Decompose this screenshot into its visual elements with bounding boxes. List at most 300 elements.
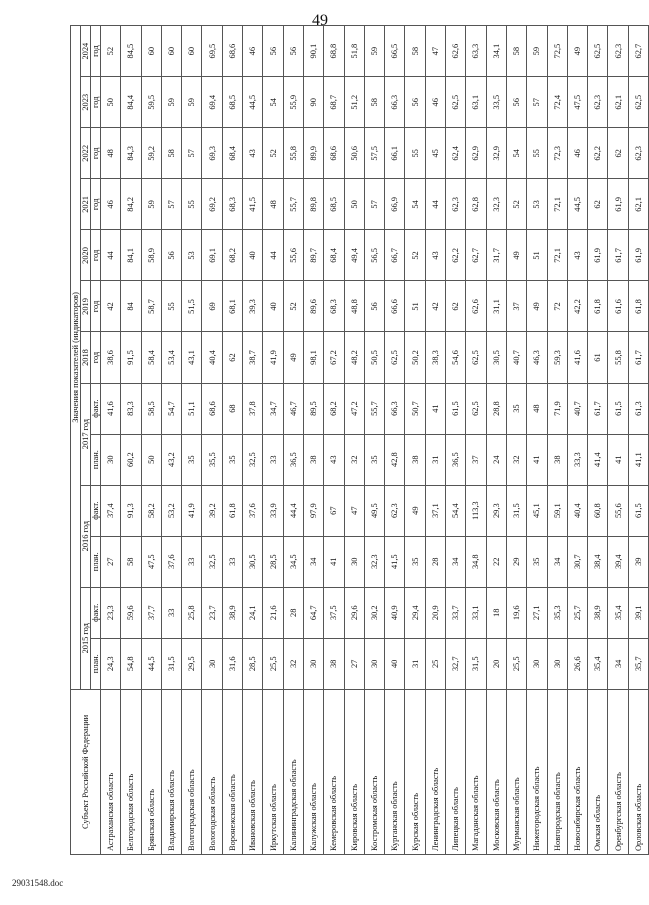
- value-cell: 31: [425, 434, 445, 485]
- value-cell: 53: [527, 179, 547, 230]
- value-cell: 42,2: [567, 281, 587, 332]
- value-cell: 57,5: [364, 128, 384, 179]
- value-cell: 52: [263, 128, 283, 179]
- god-label: год: [91, 26, 101, 77]
- value-cell: 54,7: [161, 383, 181, 434]
- value-cell: 50,7: [405, 383, 425, 434]
- value-cell: 72,5: [547, 26, 567, 77]
- value-cell: 37: [466, 434, 486, 485]
- value-cell: 30: [527, 638, 547, 689]
- value-cell: 62,3: [588, 77, 608, 128]
- value-cell: 55,7: [283, 179, 303, 230]
- value-cell: 40: [263, 281, 283, 332]
- value-cell: 50: [101, 77, 121, 128]
- value-cell: 59,3: [547, 332, 567, 383]
- value-cell: 66,1: [385, 128, 405, 179]
- value-cell: 41: [425, 383, 445, 434]
- region-name: Новосибирская область: [567, 689, 587, 854]
- value-cell: 58,2: [141, 485, 161, 536]
- value-cell: 32,3: [364, 536, 384, 587]
- value-cell: 49: [527, 281, 547, 332]
- value-cell: 30: [202, 638, 222, 689]
- value-cell: 52: [506, 179, 526, 230]
- value-cell: 63,3: [466, 26, 486, 77]
- region-name: Курганская область: [385, 689, 405, 854]
- value-cell: 29: [506, 536, 526, 587]
- value-cell: 35,3: [547, 587, 567, 638]
- region-name: Костромская область: [364, 689, 384, 854]
- value-cell: 27,1: [527, 587, 547, 638]
- value-cell: 40,7: [567, 383, 587, 434]
- fact-label: факт.: [91, 383, 101, 434]
- value-cell: 56: [161, 230, 181, 281]
- value-cell: 31,5: [466, 638, 486, 689]
- value-cell: 67: [324, 485, 344, 536]
- value-cell: 84,2: [121, 179, 141, 230]
- table-row: [506, 26, 526, 855]
- value-cell: 51: [405, 281, 425, 332]
- value-cell: 40: [385, 638, 405, 689]
- plan-label: план.: [91, 434, 101, 485]
- value-cell: 32: [283, 638, 303, 689]
- value-cell: 41,4: [588, 434, 608, 485]
- value-cell: 91,3: [121, 485, 141, 536]
- value-cell: 39,2: [202, 485, 222, 536]
- value-cell: 62,3: [446, 179, 466, 230]
- value-cell: 27: [101, 536, 121, 587]
- table-row: [182, 26, 202, 855]
- value-cell: 35,4: [588, 638, 608, 689]
- value-cell: 53,4: [161, 332, 181, 383]
- value-cell: 39,3: [243, 281, 263, 332]
- value-cell: 69,4: [202, 77, 222, 128]
- value-cell: 38: [324, 638, 344, 689]
- value-cell: 33: [263, 434, 283, 485]
- value-cell: 32: [344, 434, 364, 485]
- value-cell: 62,7: [466, 230, 486, 281]
- god-label: год: [91, 179, 101, 230]
- value-cell: 57: [527, 77, 547, 128]
- table-row: [364, 26, 384, 855]
- value-cell: 38,3: [425, 332, 445, 383]
- value-cell: 62,1: [628, 179, 648, 230]
- year-header-2019: 2019: [81, 281, 91, 332]
- value-cell: 38: [547, 434, 567, 485]
- table-row: [446, 26, 466, 855]
- value-cell: 35,7: [628, 638, 648, 689]
- value-cell: 20,9: [425, 587, 445, 638]
- value-cell: 52: [283, 281, 303, 332]
- value-cell: 48,8: [344, 281, 364, 332]
- table-row: [567, 26, 587, 855]
- value-cell: 68,4: [324, 230, 344, 281]
- value-cell: 27: [344, 638, 364, 689]
- value-cell: 36,5: [283, 434, 303, 485]
- value-cell: 49: [283, 332, 303, 383]
- value-cell: 34,8: [466, 536, 486, 587]
- region-name: Нижегородская область: [527, 689, 547, 854]
- value-cell: 61,9: [628, 230, 648, 281]
- table-row: [547, 26, 567, 855]
- value-cell: 38,6: [101, 332, 121, 383]
- value-cell: 72,4: [547, 77, 567, 128]
- value-cell: 72,1: [547, 179, 567, 230]
- value-cell: 64,7: [303, 587, 323, 638]
- value-cell: 34: [303, 536, 323, 587]
- value-cell: 62,3: [385, 485, 405, 536]
- value-cell: 58: [364, 77, 384, 128]
- year-header-2017: 2017 год: [81, 383, 91, 485]
- value-cell: 37,8: [243, 383, 263, 434]
- value-cell: 61,5: [608, 383, 628, 434]
- value-cell: 34,5: [283, 536, 303, 587]
- value-cell: 37,7: [141, 587, 161, 638]
- value-cell: 68,3: [222, 179, 242, 230]
- value-cell: 51,5: [182, 281, 202, 332]
- value-cell: 43: [567, 230, 587, 281]
- region-name: Липецкая область: [446, 689, 466, 854]
- value-cell: 32: [506, 434, 526, 485]
- value-cell: 33: [161, 587, 181, 638]
- value-cell: 30: [101, 434, 121, 485]
- value-cell: 34: [547, 536, 567, 587]
- value-cell: 59,2: [141, 128, 161, 179]
- value-cell: 48: [263, 179, 283, 230]
- value-cell: 61,3: [628, 383, 648, 434]
- region-name: Астраханская область: [101, 689, 121, 854]
- value-cell: 41,6: [101, 383, 121, 434]
- region-name: Белгородская область: [121, 689, 141, 854]
- value-cell: 40,7: [506, 332, 526, 383]
- region-name: Ивановская область: [243, 689, 263, 854]
- value-cell: 62: [608, 128, 628, 179]
- value-cell: 38: [405, 434, 425, 485]
- value-cell: 58,7: [141, 281, 161, 332]
- table-row: [263, 26, 283, 855]
- value-cell: 59,5: [141, 77, 161, 128]
- indicators-table: [70, 25, 649, 855]
- value-cell: 23,3: [101, 587, 121, 638]
- value-cell: 58,5: [141, 383, 161, 434]
- value-cell: 68,5: [324, 179, 344, 230]
- value-cell: 38,9: [588, 587, 608, 638]
- value-cell: 60: [182, 26, 202, 77]
- value-cell: 72,1: [547, 230, 567, 281]
- region-name: Волгоградская область: [182, 689, 202, 854]
- value-cell: 32,9: [486, 128, 506, 179]
- value-cell: 30: [547, 638, 567, 689]
- value-cell: 28: [283, 587, 303, 638]
- value-cell: 68,4: [222, 128, 242, 179]
- value-cell: 68,7: [324, 77, 344, 128]
- region-name: Вологодская область: [202, 689, 222, 854]
- value-cell: 51,8: [344, 26, 364, 77]
- value-cell: 54: [405, 179, 425, 230]
- value-cell: 69,3: [202, 128, 222, 179]
- value-cell: 58: [161, 128, 181, 179]
- value-cell: 72,3: [547, 128, 567, 179]
- value-cell: 62,5: [466, 332, 486, 383]
- value-cell: 61,7: [608, 230, 628, 281]
- value-cell: 41,5: [385, 536, 405, 587]
- year-header-2016: 2016 год: [81, 485, 91, 587]
- value-cell: 33: [182, 536, 202, 587]
- value-cell: 89,6: [303, 281, 323, 332]
- region-name: Калининградская область: [283, 689, 303, 854]
- table-row: [303, 26, 323, 855]
- table-row: [243, 26, 263, 855]
- value-cell: 51,1: [182, 383, 202, 434]
- value-cell: 66,3: [385, 383, 405, 434]
- value-cell: 46: [425, 77, 445, 128]
- value-cell: 60,2: [121, 434, 141, 485]
- table-body: [101, 26, 649, 855]
- value-cell: 24,3: [101, 638, 121, 689]
- value-cell: 47,5: [567, 77, 587, 128]
- value-cell: 41: [527, 434, 547, 485]
- value-cell: 37,5: [324, 587, 344, 638]
- value-cell: 90,1: [303, 26, 323, 77]
- value-cell: 60: [141, 26, 161, 77]
- value-cell: 62,6: [446, 26, 466, 77]
- value-cell: 29,4: [405, 587, 425, 638]
- value-cell: 51,2: [344, 77, 364, 128]
- value-cell: 61,7: [628, 332, 648, 383]
- plan-label: план.: [91, 638, 101, 689]
- value-cell: 68,1: [222, 281, 242, 332]
- value-cell: 31,5: [506, 485, 526, 536]
- value-cell: 59,6: [121, 587, 141, 638]
- value-cell: 54,6: [446, 332, 466, 383]
- value-cell: 61,8: [628, 281, 648, 332]
- value-cell: 35,4: [608, 587, 628, 638]
- value-cell: 30,5: [486, 332, 506, 383]
- value-cell: 30: [364, 638, 384, 689]
- value-cell: 57: [364, 179, 384, 230]
- value-cell: 66,7: [385, 230, 405, 281]
- value-cell: 43: [243, 128, 263, 179]
- value-cell: 68,6: [324, 128, 344, 179]
- value-cell: 21,6: [263, 587, 283, 638]
- value-cell: 44,5: [567, 179, 587, 230]
- value-cell: 37,6: [243, 485, 263, 536]
- value-cell: 49: [506, 230, 526, 281]
- value-cell: 61,5: [446, 383, 466, 434]
- value-cell: 59: [182, 77, 202, 128]
- fact-label: факт.: [91, 587, 101, 638]
- table-row: [425, 26, 445, 855]
- value-cell: 61,6: [608, 281, 628, 332]
- value-cell: 57: [161, 179, 181, 230]
- value-cell: 62,5: [446, 77, 466, 128]
- value-cell: 62,3: [608, 26, 628, 77]
- value-cell: 37: [506, 281, 526, 332]
- god-label: год: [91, 77, 101, 128]
- fact-label: факт.: [91, 485, 101, 536]
- value-cell: 25,7: [567, 587, 587, 638]
- value-cell: 50,6: [344, 128, 364, 179]
- value-cell: 62,1: [608, 77, 628, 128]
- value-cell: 98,1: [303, 332, 323, 383]
- region-name: Орловская область: [628, 689, 648, 854]
- value-cell: 33: [222, 536, 242, 587]
- value-cell: 38,4: [588, 536, 608, 587]
- value-cell: 84,1: [121, 230, 141, 281]
- table-row: [628, 26, 648, 855]
- value-cell: 62,8: [466, 179, 486, 230]
- value-cell: 84,5: [121, 26, 141, 77]
- value-cell: 35: [364, 434, 384, 485]
- value-cell: 34,1: [486, 26, 506, 77]
- value-cell: 55: [527, 128, 547, 179]
- value-cell: 26,6: [567, 638, 587, 689]
- value-cell: 58,9: [141, 230, 161, 281]
- value-cell: 33,7: [446, 587, 466, 638]
- table-row: [588, 26, 608, 855]
- value-cell: 91,5: [121, 332, 141, 383]
- value-cell: 31,1: [486, 281, 506, 332]
- value-cell: 25,5: [263, 638, 283, 689]
- region-name: Курская область: [405, 689, 425, 854]
- value-cell: 45,1: [527, 485, 547, 536]
- value-cell: 40,4: [567, 485, 587, 536]
- value-cell: 69,5: [202, 26, 222, 77]
- value-cell: 32,3: [486, 179, 506, 230]
- value-cell: 71,9: [547, 383, 567, 434]
- god-label: год: [91, 230, 101, 281]
- value-cell: 69,2: [202, 179, 222, 230]
- god-label: год: [91, 332, 101, 383]
- value-cell: 68,2: [222, 230, 242, 281]
- value-cell: 41,5: [243, 179, 263, 230]
- region-name: Мурманская область: [506, 689, 526, 854]
- value-cell: 30,5: [243, 536, 263, 587]
- value-cell: 61,9: [608, 179, 628, 230]
- value-cell: 61: [588, 332, 608, 383]
- value-cell: 50,5: [364, 332, 384, 383]
- table-row: [222, 26, 242, 855]
- value-cell: 46: [567, 128, 587, 179]
- value-cell: 41,9: [263, 332, 283, 383]
- value-cell: 57: [182, 128, 202, 179]
- subject-header: Субъект Российской Федерации: [71, 689, 101, 854]
- value-cell: 53,2: [161, 485, 181, 536]
- value-cell: 62,4: [446, 128, 466, 179]
- value-cell: 55: [182, 179, 202, 230]
- value-cell: 46: [101, 179, 121, 230]
- year-header-2024: 2024: [81, 26, 91, 77]
- region-name: Иркутская область: [263, 689, 283, 854]
- table-row: [466, 26, 486, 855]
- value-cell: 38,7: [243, 332, 263, 383]
- value-cell: 62,5: [588, 26, 608, 77]
- footer-doc-name: 29031548.doc: [12, 878, 64, 888]
- value-cell: 35: [527, 536, 547, 587]
- value-cell: 32,5: [243, 434, 263, 485]
- value-cell: 113,3: [466, 485, 486, 536]
- value-cell: 36,5: [446, 434, 466, 485]
- value-cell: 55,6: [608, 485, 628, 536]
- value-cell: 35,5: [202, 434, 222, 485]
- table-row: [324, 26, 344, 855]
- table-row: [202, 26, 222, 855]
- value-cell: 25: [425, 638, 445, 689]
- value-cell: 43: [324, 434, 344, 485]
- value-cell: 69,1: [202, 230, 222, 281]
- value-cell: 62,5: [385, 332, 405, 383]
- region-name: Ленинградская область: [425, 689, 445, 854]
- value-cell: 39,1: [628, 587, 648, 638]
- value-cell: 31,6: [222, 638, 242, 689]
- value-cell: 50: [141, 434, 161, 485]
- values-group-header: Значения показателей (индикаторов): [71, 26, 81, 690]
- value-cell: 68,6: [202, 383, 222, 434]
- value-cell: 58: [405, 26, 425, 77]
- value-cell: 54: [506, 128, 526, 179]
- value-cell: 55,8: [608, 332, 628, 383]
- value-cell: 45: [425, 128, 445, 179]
- value-cell: 20: [486, 638, 506, 689]
- value-cell: 33,3: [567, 434, 587, 485]
- value-cell: 68,8: [324, 26, 344, 77]
- value-cell: 48: [101, 128, 121, 179]
- value-cell: 56: [283, 26, 303, 77]
- value-cell: 30: [303, 638, 323, 689]
- value-cell: 61,9: [588, 230, 608, 281]
- region-name: Оренбургская область: [608, 689, 628, 854]
- value-cell: 28,5: [263, 536, 283, 587]
- value-cell: 84,3: [121, 128, 141, 179]
- value-cell: 56: [506, 77, 526, 128]
- value-cell: 33,9: [263, 485, 283, 536]
- table-row: [608, 26, 628, 855]
- region-name: Воронежская область: [222, 689, 242, 854]
- value-cell: 62,2: [588, 128, 608, 179]
- value-cell: 55,9: [283, 77, 303, 128]
- value-cell: 44: [263, 230, 283, 281]
- value-cell: 29,5: [182, 638, 202, 689]
- value-cell: 22: [486, 536, 506, 587]
- value-cell: 44,5: [141, 638, 161, 689]
- table-row: [141, 26, 161, 855]
- value-cell: 55,7: [364, 383, 384, 434]
- value-cell: 42: [101, 281, 121, 332]
- value-cell: 51: [527, 230, 547, 281]
- value-cell: 39: [628, 536, 648, 587]
- value-cell: 62: [222, 332, 242, 383]
- value-cell: 25,5: [506, 638, 526, 689]
- value-cell: 54,8: [121, 638, 141, 689]
- value-cell: 42: [425, 281, 445, 332]
- year-header-2018: 2018: [81, 332, 91, 383]
- value-cell: 53: [182, 230, 202, 281]
- table-row: [283, 26, 303, 855]
- value-cell: 84,4: [121, 77, 141, 128]
- value-cell: 58: [506, 26, 526, 77]
- value-cell: 61,7: [588, 383, 608, 434]
- value-cell: 47: [344, 485, 364, 536]
- value-cell: 30: [344, 536, 364, 587]
- table-row: [121, 26, 141, 855]
- value-cell: 34,7: [263, 383, 283, 434]
- value-cell: 54: [263, 77, 283, 128]
- rotated-table-container: [70, 25, 643, 855]
- value-cell: 55,8: [283, 128, 303, 179]
- value-cell: 59: [161, 77, 181, 128]
- value-cell: 84: [121, 281, 141, 332]
- value-cell: 55: [161, 281, 181, 332]
- value-cell: 72: [547, 281, 567, 332]
